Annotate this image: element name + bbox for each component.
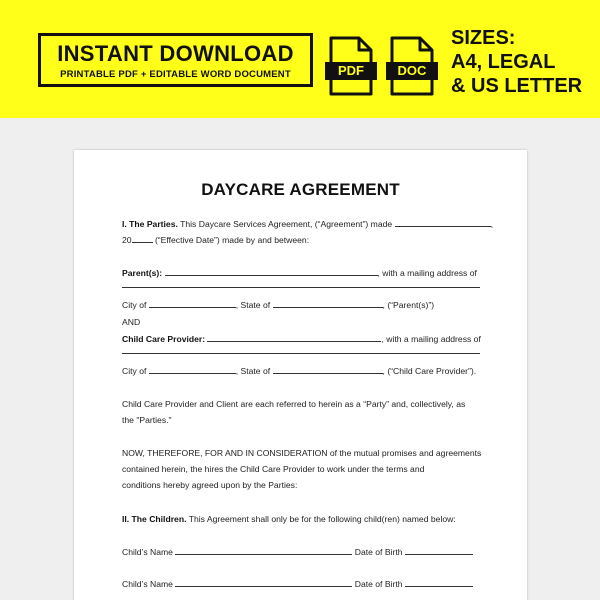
provider-name-blank[interactable] <box>207 333 381 342</box>
provider-state-label: , State of <box>235 366 273 376</box>
child-name-label-1: Child’s Name <box>122 547 176 557</box>
sizes-info <box>451 26 591 98</box>
parties-line-2 <box>122 234 309 246</box>
provider-city-line <box>122 365 476 377</box>
provider-suffix: , (“Child Care Provider”). <box>382 366 477 376</box>
pdf-file-icon <box>327 36 375 96</box>
parent-label: Parent(s): <box>122 268 163 278</box>
parent-suffix: , (“Parent(s)”) <box>382 300 435 310</box>
child-name-blank-2[interactable] <box>175 578 352 587</box>
child-name-label-2: Child’s Name <box>122 579 176 589</box>
provider-mailing-text: , with a mailing address of <box>381 334 481 344</box>
promo-banner <box>0 0 600 118</box>
parent-line <box>122 267 477 279</box>
now-paragraph-line-3: conditions hereby agreed upon by the Parties: <box>122 480 298 490</box>
parent-address-blank[interactable] <box>122 287 480 288</box>
badge-subtitle: PRINTABLE PDF + EDITABLE WORD DOCUMENT <box>60 69 291 80</box>
doc-file-icon <box>388 36 436 96</box>
children-line <box>122 513 456 525</box>
child-row-1 <box>122 546 473 558</box>
dob-label-1: Date of Birth <box>352 547 405 557</box>
parent-city-blank[interactable] <box>149 299 236 308</box>
doc-file-label: DOC <box>386 62 438 80</box>
document-page <box>74 150 527 600</box>
size-line-2: & US LETTER <box>451 75 583 97</box>
dob-label-2: Date of Birth <box>352 579 405 589</box>
parent-city-line <box>122 299 434 311</box>
parties-line-1: I. The Parties. This Daycare Services Agreement, (“Agreement”) made , <box>122 219 493 229</box>
instant-download-badge <box>38 33 313 87</box>
provider-city-blank[interactable] <box>149 365 236 374</box>
size-line-1: A4, LEGAL <box>451 51 556 73</box>
children-heading: II. The Children. <box>122 514 187 524</box>
provider-address-blank[interactable] <box>122 353 480 354</box>
child-name-blank-1[interactable] <box>175 546 352 555</box>
provider-city-label: City of <box>122 366 149 376</box>
year-blank[interactable] <box>132 234 153 243</box>
and-text: AND <box>122 317 141 327</box>
dob-blank-2[interactable] <box>405 578 473 587</box>
client-paragraph-line-2: the "Parties." <box>122 415 172 425</box>
provider-line <box>122 333 481 345</box>
dob-blank-1[interactable] <box>405 546 473 555</box>
now-paragraph-line-1: NOW, THEREFORE, FOR AND IN CONSIDERATION of the mutual promises and agreements <box>122 448 482 458</box>
parent-mailing-text: , with a mailing address of <box>377 268 477 278</box>
now-paragraph-line-2: contained herein, the hires the Child Care Provider to work under the terms and <box>122 464 425 474</box>
parent-city-label: City of <box>122 300 149 310</box>
provider-state-blank[interactable] <box>273 365 383 374</box>
parties-heading: I. The Parties. <box>122 219 178 229</box>
client-paragraph-line-1: Child Care Provider and Client are each referred to herein as a “Party” and, collectively, as <box>122 399 466 409</box>
parent-name-blank[interactable] <box>165 267 378 276</box>
child-row-2 <box>122 578 473 590</box>
date-blank[interactable] <box>395 218 491 227</box>
provider-label: Child Care Provider: <box>122 334 206 344</box>
sizes-heading: SIZES: <box>451 27 516 49</box>
effective-date-text: (“Effective Date”) made by and between: <box>152 235 310 245</box>
parent-state-blank[interactable] <box>273 299 383 308</box>
parent-state-label: , State of <box>235 300 273 310</box>
badge-title: INSTANT DOWNLOAD <box>57 41 294 66</box>
year-prefix: 20 <box>122 235 132 245</box>
parties-text: This Daycare Services Agreement, (“Agreement”) made <box>177 219 395 229</box>
document-title: DAYCARE AGREEMENT <box>201 180 400 199</box>
pdf-file-label: PDF <box>325 62 377 80</box>
children-text: This Agreement shall only be for the following child(ren) named below: <box>186 514 456 524</box>
